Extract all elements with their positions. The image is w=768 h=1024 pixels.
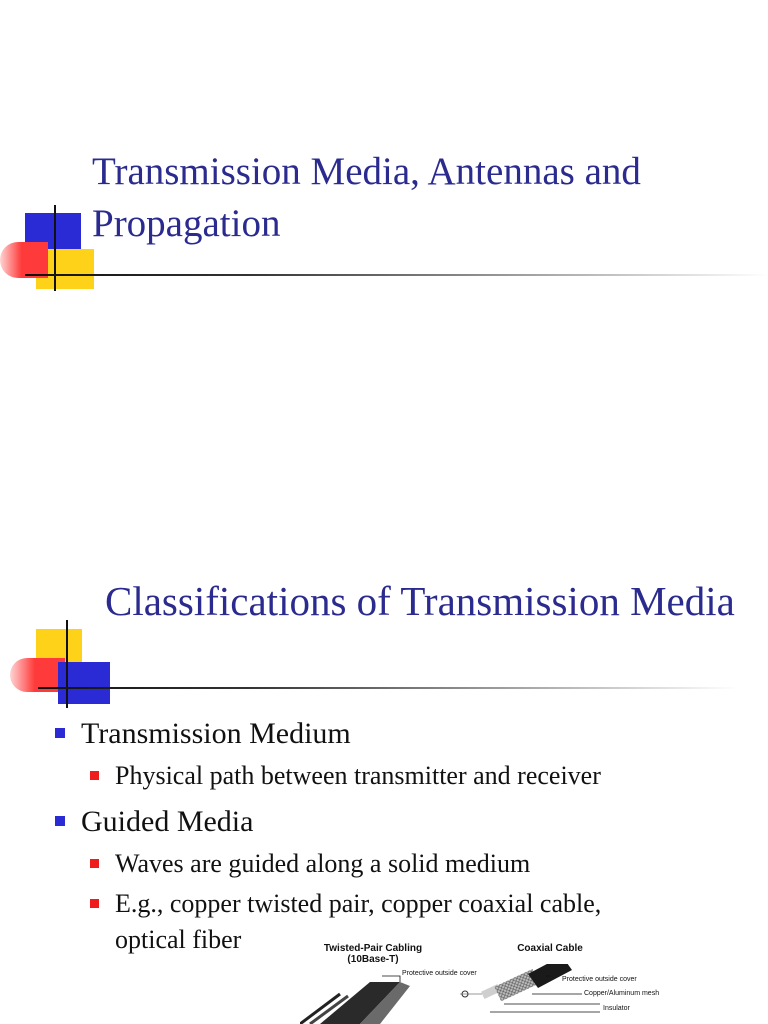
bullet-marker <box>55 816 65 826</box>
coax-callout-mesh: Copper/Aluminum mesh <box>584 990 660 997</box>
bullet-text: Guided Media <box>81 805 254 838</box>
twisted-pair-label: Twisted-Pair Cabling (10Base-T) <box>323 943 423 965</box>
decor-horizontal-line <box>38 687 738 689</box>
coax-label: Coaxial Cable <box>517 943 583 954</box>
sub-bullet-physical-path <box>81 758 735 794</box>
sub-bullet-text: Waves are guided along a solid medium <box>115 849 531 878</box>
coax-callout-cover: Protective outside cover <box>562 976 637 983</box>
sub-bullet-text: Physical path between transmitter and receiver <box>115 761 601 790</box>
slide-2-title: Classifications of Transmission Media <box>105 578 735 624</box>
twisted-pair-sublabel: (10Base-T) <box>347 954 399 965</box>
sub-bullet-marker <box>90 771 99 780</box>
bullet-marker <box>55 728 65 738</box>
sub-bullet-waves-guided <box>81 846 735 882</box>
bullet-text: Transmission Medium <box>81 717 351 750</box>
slide-1-title: Transmission Media, Antennas and Propagation <box>92 150 641 245</box>
bullet-transmission-medium <box>55 712 735 756</box>
decor-horizontal-line <box>25 274 768 276</box>
sub-bullet-marker <box>90 899 99 908</box>
twisted-pair-callout: Protective outside cover <box>402 970 477 977</box>
twisted-pair-cable-icon <box>300 976 410 1024</box>
decor-vertical-line <box>66 620 68 708</box>
sub-bullet-text: E.g., copper twisted pair, copper coaxial cable, optical fiber <box>115 889 602 954</box>
coaxial-cable-icon <box>460 964 600 1012</box>
bullet-list <box>55 712 735 958</box>
decor-red-bar <box>0 242 48 278</box>
coax-callout-insulator: Insulator <box>603 1005 630 1012</box>
decor-vertical-line <box>54 205 56 291</box>
bullet-guided-media <box>55 800 735 844</box>
sub-bullet-marker <box>90 859 99 868</box>
